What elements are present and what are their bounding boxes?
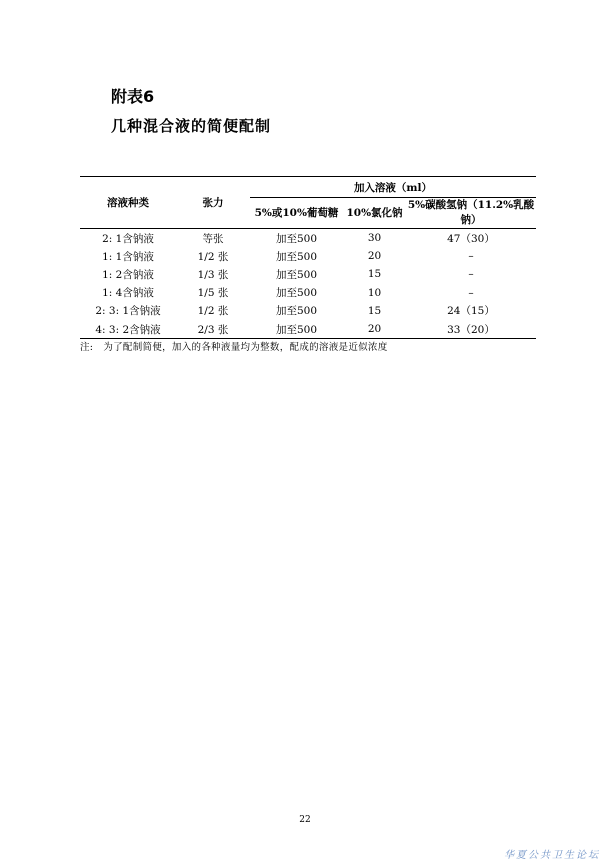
cell-sodium-chloride: 20 [367, 250, 382, 263]
header-sodium-bicarbonate: 5%碳酸氢钠（11.2%乳酸钠） [406, 198, 536, 229]
cell-tonicity: 等张 [202, 232, 224, 245]
cell-sodium-bicarbonate: 47（30） [447, 232, 495, 245]
header-sodium-chloride: 10%氯化钠 [343, 198, 406, 229]
footnote-text: 为了配制简便，加入的各种液量均为整数，配成的溶液是近似浓度 [103, 342, 388, 353]
cell-sodium-bicarbonate: – [468, 286, 474, 299]
cell-solution-type: 1: 4含钠液 [102, 287, 154, 300]
table-row [80, 284, 536, 302]
cell-solution-type: 1: 2含钠液 [102, 268, 154, 281]
table-row [80, 320, 536, 339]
page-number: 22 [299, 815, 311, 825]
header-added-solution: 加入溶液（ml） [250, 177, 536, 198]
cell-solution-type: 2: 3: 1含钠液 [95, 305, 161, 318]
cell-sodium-chloride: 10 [367, 286, 382, 299]
cell-glucose: 加至500 [275, 323, 318, 336]
table-footnote [80, 339, 388, 353]
table-title: 几种混合液的简便配制 [111, 117, 272, 135]
header-solution-type: 溶液种类 [80, 177, 176, 229]
cell-sodium-bicarbonate: 24（15） [447, 305, 495, 318]
appendix-heading: 附表6 [111, 87, 155, 106]
cell-glucose: 加至500 [275, 268, 318, 281]
cell-sodium-chloride: 15 [367, 304, 382, 317]
table-row [80, 265, 536, 283]
cell-tonicity: 2/3 张 [197, 323, 229, 336]
cell-sodium-bicarbonate: – [468, 250, 474, 263]
cell-tonicity: 1/3 张 [197, 268, 229, 281]
cell-sodium-bicarbonate: 33（20） [447, 323, 495, 336]
header-tonicity: 张力 [176, 177, 250, 229]
cell-tonicity: 1/2 张 [197, 250, 229, 263]
cell-glucose: 加至500 [275, 287, 318, 300]
cell-tonicity: 1/5 张 [197, 287, 229, 300]
table-row [80, 302, 536, 320]
watermark: 华夏公共卫生论坛 [504, 850, 600, 861]
cell-sodium-chloride: 20 [367, 323, 382, 336]
cell-sodium-chloride: 30 [367, 232, 382, 245]
table-row [80, 229, 536, 248]
cell-sodium-bicarbonate: – [468, 268, 474, 281]
table-row [80, 247, 536, 265]
header-glucose: 5%或10%葡萄糖 [250, 198, 343, 229]
cell-sodium-chloride: 15 [367, 268, 382, 281]
cell-glucose: 加至500 [275, 250, 318, 263]
cell-solution-type: 4: 3: 2含钠液 [95, 323, 161, 336]
cell-glucose: 加至500 [275, 305, 318, 318]
cell-tonicity: 1/2 张 [197, 305, 229, 318]
cell-solution-type: 1: 1含钠液 [102, 250, 154, 263]
footnote-label: 注: [80, 342, 94, 353]
cell-solution-type: 2: 1含钠液 [102, 232, 154, 245]
cell-glucose: 加至500 [275, 232, 318, 245]
mixture-table [80, 176, 536, 339]
